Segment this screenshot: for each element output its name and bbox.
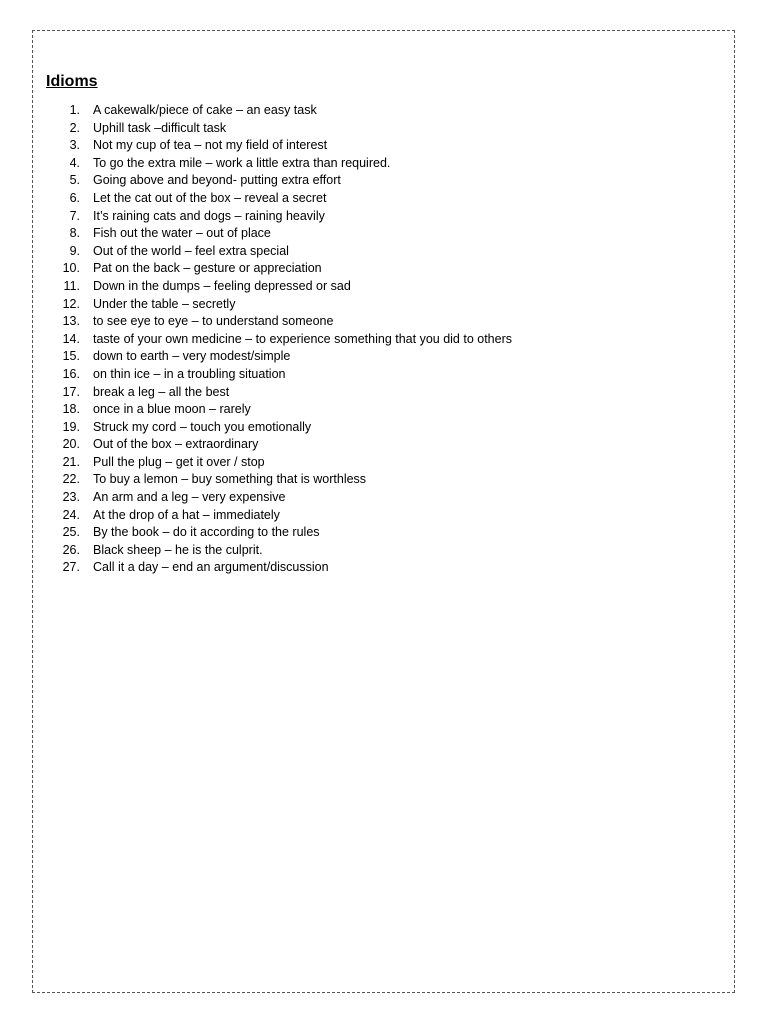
- list-item-text: Black sheep – he is the culprit.: [93, 542, 263, 557]
- list-item-text: on thin ice – in a troubling situation: [93, 366, 286, 381]
- page-title: Idioms: [46, 73, 98, 90]
- list-item-number: 14.: [62, 331, 80, 346]
- list-item-number: 18.: [62, 402, 80, 417]
- list-item-text: A cakewalk/piece of cake – an easy task: [93, 103, 317, 117]
- list-item-text: It’s raining cats and dogs – raining heavily: [93, 208, 325, 223]
- list-item-number: 19.: [62, 419, 80, 434]
- list-item-number: 24.: [62, 507, 80, 522]
- list-item-text: By the book – do it according to the rules: [93, 525, 320, 540]
- list-item-text: Struck my cord – touch you emotionally: [93, 419, 312, 434]
- list-item-number: 13.: [62, 314, 80, 329]
- list-item-number: 20.: [62, 437, 80, 452]
- list-item-number: 16.: [62, 366, 80, 381]
- list-item-text: taste of your own medicine – to experience something that you did to others: [93, 331, 512, 346]
- list-item-number: 8.: [69, 226, 80, 241]
- list-item-text: Going above and beyond- putting extra effort: [93, 173, 341, 188]
- list-item-number: 27.: [62, 560, 80, 575]
- list-item-number: 4.: [69, 155, 80, 170]
- list-item-text: Down in the dumps – feeling depressed or sad: [93, 278, 351, 293]
- list-item-text: Fish out the water – out of place: [93, 226, 271, 241]
- list-item-text: to see eye to eye – to understand someone: [93, 314, 334, 329]
- list-item-number: 21.: [62, 454, 80, 469]
- list-item-text: To go the extra mile – work a little extra than required.: [93, 155, 391, 170]
- list-item-number: 3.: [69, 138, 80, 153]
- list-item-number: 6.: [69, 190, 80, 205]
- list-item-number: 12.: [62, 296, 80, 311]
- list-item-text: once in a blue moon – rarely: [93, 402, 251, 417]
- list-item-number: 25.: [62, 525, 80, 540]
- list-item-number: 17.: [62, 384, 80, 399]
- list-item-text: Let the cat out of the box – reveal a secret: [93, 190, 327, 205]
- list-item-text: At the drop of a hat – immediately: [93, 507, 280, 522]
- list-item-text: Call it a day – end an argument/discussion: [93, 560, 329, 575]
- list-item-text: Pat on the back – gesture or appreciation: [93, 261, 322, 276]
- list-item-number: 11.: [63, 278, 80, 293]
- list-item-number: 26.: [62, 542, 80, 557]
- list-item-number: 2.: [69, 120, 80, 135]
- list-item-number: 23.: [62, 490, 80, 505]
- list-item-text: break a leg – all the best: [93, 384, 230, 399]
- list-item-text: Uphill task –difficult task: [93, 120, 227, 135]
- list-item-number: 5.: [69, 173, 80, 188]
- list-item-number: 22.: [62, 472, 80, 487]
- list-item-text: Out of the world – feel extra special: [93, 243, 289, 258]
- list-item-number: 15.: [62, 349, 80, 364]
- list-item-text: Not my cup of tea – not my field of interest: [93, 138, 328, 153]
- list-item-text: Pull the plug – get it over / stop: [93, 454, 265, 469]
- list-item-text: down to earth – very modest/simple: [93, 349, 291, 364]
- list-item-text: An arm and a leg – very expensive: [93, 490, 286, 505]
- list-item-number: 10.: [62, 261, 80, 276]
- list-item-number: 7.: [69, 208, 80, 223]
- list-item-text: Under the table – secretly: [93, 296, 236, 311]
- list-item-text: To buy a lemon – buy something that is worthless: [93, 472, 367, 487]
- list-item-text: Out of the box – extraordinary: [93, 437, 259, 452]
- list-item-number: 9.: [69, 243, 80, 258]
- list-item-number: 1.: [69, 103, 80, 117]
